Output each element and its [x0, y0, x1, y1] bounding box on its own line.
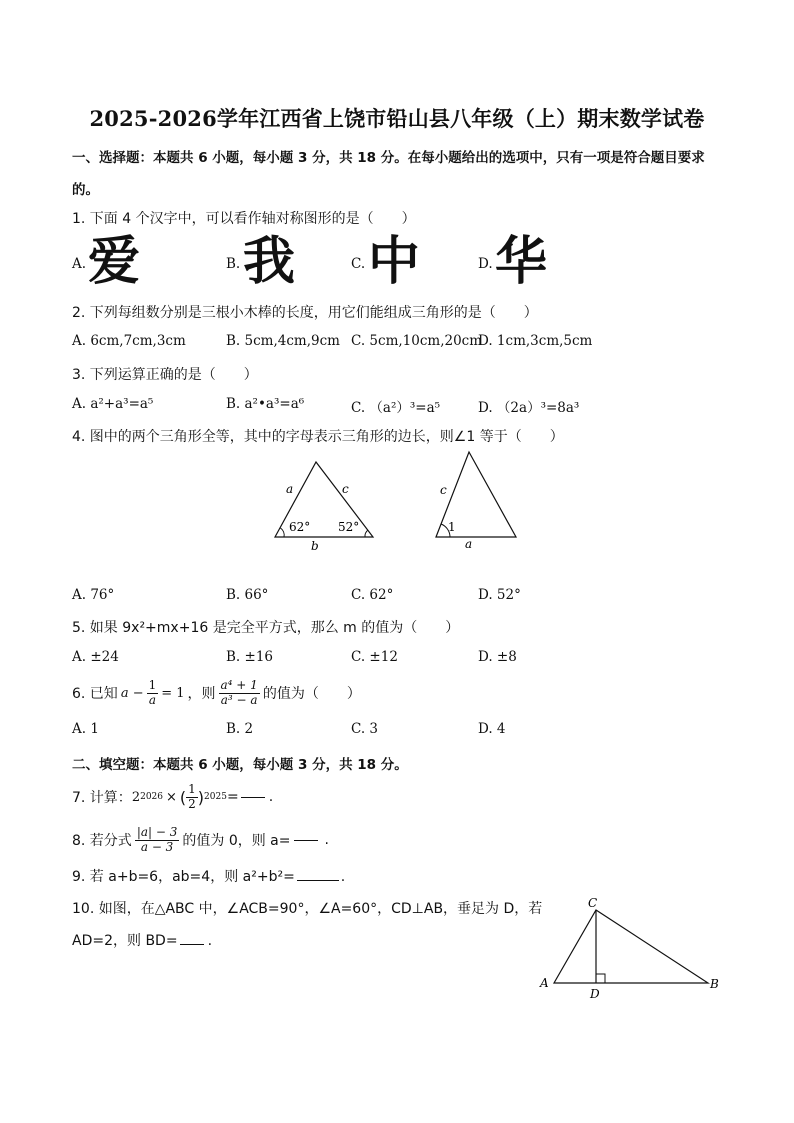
q1-label-d: D.: [478, 256, 493, 272]
q7-fraction-den: 2: [188, 796, 196, 811]
q6-expr-numerator: a⁴ + 1: [220, 678, 258, 693]
q5-option-c: C. ±12: [351, 649, 398, 665]
q10-line1: 10. 如图，在△ABC 中，∠ACB=90°，∠A=60°，CD⊥AB，垂足为 D，若: [72, 901, 543, 917]
q8-answer-blank[interactable]: [294, 840, 318, 841]
q1-label-a: A.: [72, 256, 87, 272]
q8-stem: 8. 若分式 $\frac{|a| - 3}{a - 3}$ 的值为 0，则 a= .: [72, 825, 329, 854]
q6-option-c: C. 3: [351, 721, 379, 737]
q7-base: 2: [131, 789, 141, 805]
q3-option-d: D. （2a）³=8a³: [478, 400, 580, 416]
q6-cond-rhs: = 1: [161, 685, 185, 701]
q1-char-a: 爱: [88, 232, 141, 292]
q4-left-side-a: a: [286, 482, 294, 496]
q6-cond-numerator: 1: [148, 678, 157, 693]
q10-answer-blank[interactable]: [180, 944, 204, 945]
q8-prefix: 8. 若分式: [72, 833, 132, 849]
q7-exp1: 2026: [140, 792, 163, 802]
q7-stem: 7. 计算： 2 2026 × ( $\frac{1}{2}$ ) 2025 = .: [72, 782, 274, 811]
q3-stem: 3. 下列运算正确的是（ ）: [72, 367, 258, 383]
q2-option-c: C. 5cm,10cm,20cm: [351, 333, 483, 349]
q5-stem: 5. 如果 9x²+mx+16 是完全平方式，那么 m 的值为（ ）: [72, 620, 460, 636]
q4-left-angle-62: 62°: [289, 520, 311, 534]
q4-option-a: A. 76°: [72, 587, 115, 603]
section-2-heading: 二、填空题：本题共 6 小题，每小题 3 分，共 18 分。: [72, 757, 408, 773]
q5-option-d: D. ±8: [478, 649, 517, 665]
q3-option-a: A. a²+a³=a⁵: [72, 396, 154, 412]
q10-label-d: D: [590, 987, 600, 1001]
q4-left-angle-52: 52°: [338, 520, 360, 534]
q10-triangle-figure: [532, 896, 728, 1002]
q10-label-a: A: [540, 976, 549, 990]
q1-char-d: 华: [495, 232, 548, 292]
q6-option-a: A. 1: [72, 721, 99, 737]
q1-char-b: 我: [243, 232, 296, 292]
q10-label-c: C: [588, 896, 598, 910]
q1-char-c: 中: [368, 232, 421, 292]
q4-left-triangle: [275, 462, 373, 553]
q9-text: 9. 若 a+b=6，ab=4，则 a²+b²=: [72, 869, 295, 885]
q6-cond-a: a −: [120, 685, 144, 701]
q2-option-a: A. 6cm,7cm,3cm: [72, 333, 186, 349]
section-1-heading-cont: 的。: [72, 182, 99, 198]
q6-mid: ，则: [187, 686, 216, 702]
q9-stem: 9. 若 a+b=6，ab=4，则 a²+b²= .: [72, 866, 345, 886]
section-1-heading: 一、选择题：本题共 6 小题，每小题 3 分，共 18 分。在每小题给出的选项中，只有一项是符合题目要求: [72, 150, 705, 166]
q6-expr-fraction: [219, 679, 260, 706]
q10-line2-wrap: AD=2，则 BD= .: [72, 930, 212, 950]
q1-label-b: B.: [226, 256, 241, 272]
q5-option-b: B. ±16: [226, 649, 273, 665]
q9-answer-blank[interactable]: [297, 880, 339, 881]
q8-numerator: |a| − 3: [136, 825, 178, 840]
q6-stem: [72, 676, 361, 710]
q6-option-b: B. 2: [226, 721, 254, 737]
q2-stem: 2. 下列每组数分别是三根小木棒的长度，用它们能组成三角形的是（ ）: [72, 305, 538, 321]
q2-option-b: B. 5cm,4cm,9cm: [226, 333, 340, 349]
q4-stem: 4. 图中的两个三角形全等，其中的字母表示三角形的边长，则∠1 等于（ ）: [72, 429, 564, 445]
q4-triangle-figures: [260, 448, 530, 558]
q6-option-d: D. 4: [478, 721, 506, 737]
q6-expr-denominator: a³ − a: [220, 692, 258, 707]
q8-suffix: 的值为 0，则 a=: [182, 833, 291, 849]
q3-option-c: C. （a²）³=a⁵: [351, 400, 441, 416]
q4-right-side-c: c: [440, 483, 447, 497]
q8-fraction: [135, 826, 180, 853]
q7-exp2: 2025: [204, 792, 227, 802]
q6-cond-fraction: [147, 679, 159, 706]
q4-option-c: C. 62°: [351, 587, 394, 603]
q4-left-side-b: b: [311, 539, 319, 553]
q7-prefix: 7. 计算：: [72, 790, 132, 806]
q7-fraction-num: 1: [188, 782, 196, 797]
q10-label-b: B: [710, 977, 719, 991]
q4-right-triangle: [436, 452, 516, 551]
q4-angle-1: 1: [448, 520, 456, 534]
q10-line2: AD=2，则 BD=: [72, 933, 178, 949]
q5-option-a: A. ±24: [72, 649, 119, 665]
q7-times: ×: [166, 789, 177, 805]
q4-option-b: B. 66°: [226, 587, 269, 603]
q4-option-d: D. 52°: [478, 587, 521, 603]
q7-answer-blank[interactable]: [241, 797, 265, 798]
exam-title: 2025-2026学年江西省上饶市铅山县八年级（上）期末数学试卷: [89, 106, 705, 131]
q1-stem: 1. 下面 4 个汉字中，可以看作轴对称图形的是（ ）: [72, 211, 416, 227]
q6-prefix: 6. 已知: [72, 686, 118, 702]
q1-label-c: C.: [351, 256, 366, 272]
q7-fraction: [186, 783, 198, 810]
q2-option-d: D. 1cm,3cm,5cm: [478, 333, 593, 349]
q4-right-side-a: a: [465, 537, 473, 551]
q6-cond-denominator: a: [148, 692, 156, 707]
q6-suffix: 的值为（ ）: [262, 686, 361, 702]
q4-left-side-c: c: [342, 482, 349, 496]
q3-option-b: B. a²•a³=a⁶: [226, 396, 305, 412]
q8-denominator: a − 3: [140, 839, 174, 854]
q7-eq: =: [226, 789, 239, 805]
